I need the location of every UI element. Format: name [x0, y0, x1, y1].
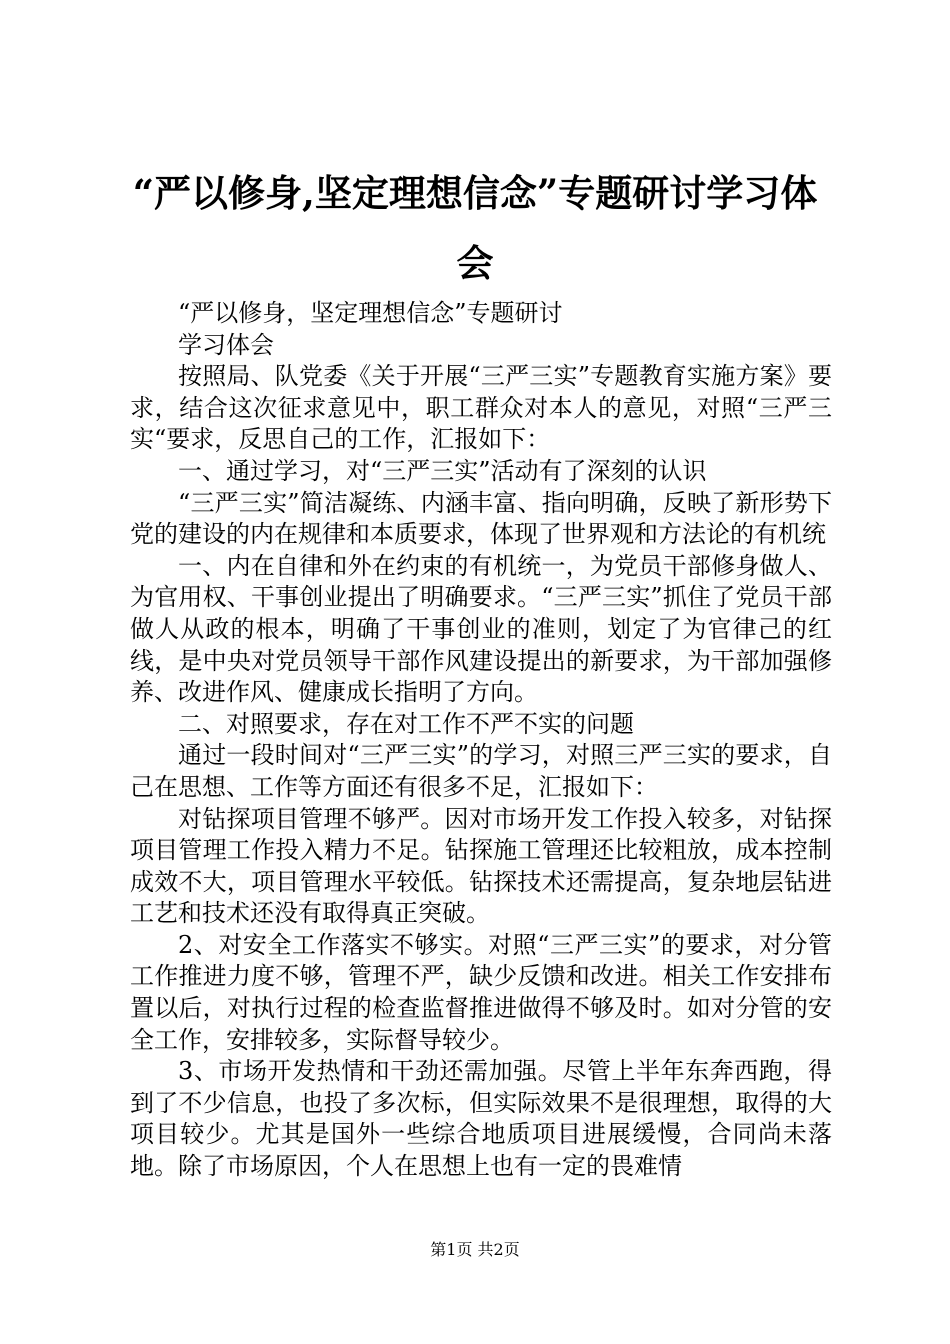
paragraph: 学习体会 — [178, 330, 274, 359]
paragraph: 一、内在自律和外在约束的有机统一，为党员干部修身做人、为官用权、干事创业提出了明确要求。“三严三实”抓住了党员干部做人从政的根本，明确了干事创业的准则，划定了为官律己的红线，是中央对党员领导干部作风建设提出的新要求，为干部加强修养、改进作风、健康成长指明了方向。 — [130, 551, 832, 707]
paragraph: 3、市场开发热情和干劲还需加强。尽管上半年东奔西跑，得到了不少信息，也投了多次标，但实际效果不是很理想，取得的大项目较少。尤其是国外一些综合地质项目进展缓慢，合同尚未落地。除了市场原因，个人在思想上也有一定的畏难情 — [130, 1057, 832, 1181]
section-heading: 二、对照要求，存在对工作不严不实的问题 — [178, 709, 634, 738]
paragraph: 2、对安全工作落实不够实。对照“三严三实”的要求，对分管工作推进力度不够，管理不严，缺少反馈和改进。相关工作安排布置以后，对执行过程的检查监督推进做得不够及时。如对分管的安全工作，安排较多，实际督导较少。 — [130, 930, 832, 1054]
paragraph: 通过一段时间对“三严三实”的学习，对照三严三实的要求，自己在思想、工作等方面还有很多不足，汇报如下： — [130, 741, 832, 801]
paragraph: “严以修身，坚定理想信念”专题研讨 — [178, 299, 563, 327]
page-footer: 第1页 共2页 — [430, 1240, 520, 1259]
paragraph: “三严三实”简洁凝练、内涵丰富、指向明确，反映了新形势下党的建设的内在规律和本质要求，体现了世界观和方法论的有机统 — [130, 488, 832, 549]
paragraph: 对钻探项目管理不够严。因对市场开发工作投入较多，对钻探项目管理工作投入精力不足。钻探施工管理还比较粗放，成本控制成效不大，项目管理水平较低。钻探技术还需提高，复杂地层钻进工艺和技术还没有取得真正突破。 — [130, 804, 832, 928]
document-body — [130, 298, 832, 1183]
paragraph: 按照局、队党委《关于开展“三严三实”专题教育实施方案》要求，结合这次征求意见中，职工群众对本人的意见，对照“三严三实“要求，反思自己的工作，汇报如下： — [130, 362, 832, 454]
document-title: “严以修身,坚定理想信念”专题研讨学习体会 — [132, 171, 818, 285]
section-heading: 一、通过学习，对“三严三实”活动有了深刻的认识 — [178, 456, 707, 485]
